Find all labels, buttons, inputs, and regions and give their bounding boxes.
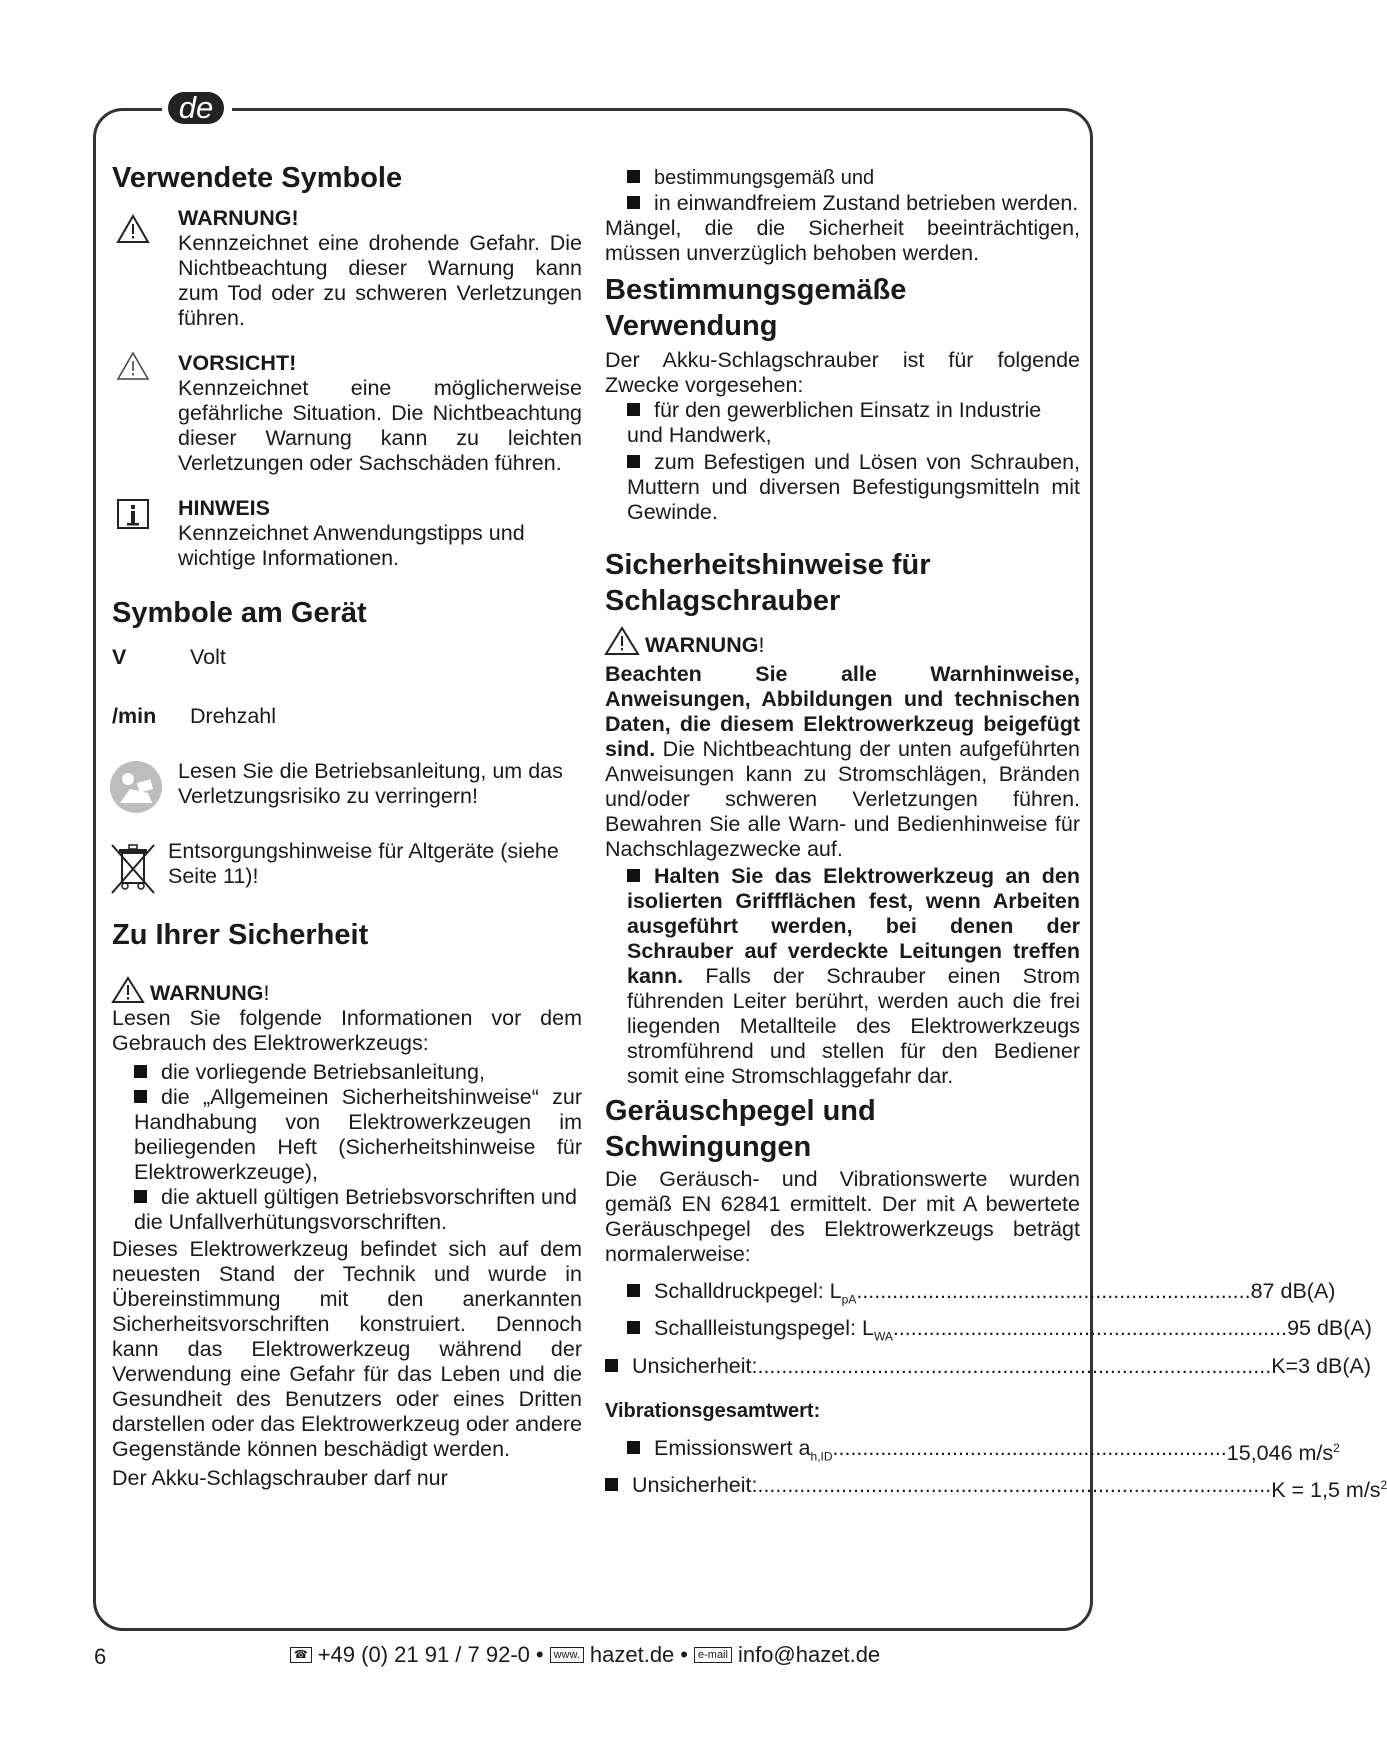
heading-intended-use: Bestimmungsgemäße Verwendung xyxy=(605,274,907,342)
v1-label: Emissionswert a xyxy=(654,1435,811,1460)
dots: ...................................................................................... xyxy=(757,1353,1272,1378)
use-bullets xyxy=(605,166,1080,216)
n3-value: K=3 dB(A) xyxy=(1271,1353,1371,1378)
left-column xyxy=(112,160,582,1491)
list-item xyxy=(627,864,1080,1089)
language-badge xyxy=(162,90,232,128)
only-text: Der Akku-Schlagschrauber darf nur xyxy=(112,1466,448,1490)
hold-rest: Falls der Schrauber einen Strom führenden Leiter berührt, werden auch die frei liegenden Metallteile des Elektrowerkzeugs stromführend und stellen für den Bediener somit eine Stromschlaggefahr dar. xyxy=(627,964,1080,1088)
phone-icon: ☎ xyxy=(290,1647,312,1663)
warning2-mark: ! xyxy=(758,633,765,657)
hold-bold: Halten Sie das Elektrowerkzeug an den isolierten Griffflächen fest, wenn Arbeiten ausgeführt werden, bei denen der Schrauber auf verdeckte Leitungen treffen kann. xyxy=(627,864,1080,988)
safety-warning-icon xyxy=(112,977,144,1003)
bullet-text-1: die vorliegende Betriebsanleitung, xyxy=(161,1060,485,1084)
safety-warning-label: WARNUNG xyxy=(150,981,264,1005)
intended-text: Der Akku-Schlagschrauber ist für folgende Zwecke vorgesehen: xyxy=(605,348,1080,397)
bullet-text-3: die aktuell gültigen Betriebsvorschriften und die Unfallverhütungsvorschriften. xyxy=(134,1185,577,1234)
intended-bullets xyxy=(605,398,1080,525)
observe-paragraph xyxy=(605,662,1080,862)
vibration-values xyxy=(605,1435,1340,1469)
footer-contact xyxy=(290,1642,880,1668)
web-icon: www. xyxy=(550,1647,584,1663)
heading-safety: Zu Ihrer Sicherheit xyxy=(112,919,369,951)
observe-rest: Die Nichtbeachtung der unten aufgeführten Anweisungen kann zu Stromschlägen, Bränden und/oder schweren Verletzungen führen. Bewahren Sie alle Warn- und Bedienhinweise für Nachschlagezwecke auf. xyxy=(605,737,1080,861)
warning-block xyxy=(112,206,582,331)
footer-separator: • xyxy=(680,1642,688,1667)
intended-bullet-1: für den gewerblichen Einsatz in Industrie und Handwerk, xyxy=(627,398,1042,447)
state-of-art-text: Dieses Elektrowerkzeug befindet sich auf dem neuesten Stand der Technik und wurde in Übereinstimmung mit den anerkannten Sicherheitsvorschriften konstruiert. Dennoch kann das Elektrowerkzeug während der Verwendung eine Gefahr für das Leben und die Gesundheit des Benutzers oder eines Dritten darstellen oder das Elektrowerkzeug oder andere Gegenstände können beschädigt werden. xyxy=(112,1237,582,1461)
noise-text: Die Geräusch- und Vibrationswerte wurden gemäß EN 62841 ermittelt. Der mit A bewertete Geräuschpegel des Elektrowerkzeugs beträgt normalerweise: xyxy=(605,1167,1080,1266)
list-item xyxy=(134,1085,582,1185)
right-column xyxy=(605,166,1387,1503)
page-number: 6 xyxy=(94,1644,107,1669)
symbol-val-volt: Volt xyxy=(190,645,226,669)
use-bullet-2: in einwandfreiem Zustand betrieben werden. xyxy=(654,191,1079,215)
hold-bullet xyxy=(605,864,1080,1089)
list-item xyxy=(627,166,1080,191)
caution-block xyxy=(112,351,582,476)
n2-sub: WA xyxy=(873,1329,893,1344)
use-bullet-1: bestimmungsgemäß und xyxy=(654,167,875,189)
n2-label: Schallleistungspegel: L xyxy=(654,1316,874,1341)
footer-website[interactable]: hazet.de xyxy=(589,1642,675,1667)
email-icon: e-mail xyxy=(694,1647,732,1663)
heading-device-symbols: Symbole am Gerät xyxy=(112,597,367,629)
heading-safety-impact: Sicherheitshinweise für Schlagschrauber xyxy=(605,549,931,617)
safety-warning-title xyxy=(112,977,582,1006)
n1-label: Schalldruckpegel: L xyxy=(654,1279,842,1303)
v1-value: 15,046 m/s xyxy=(1226,1440,1334,1465)
dots: ...................................................................................... xyxy=(757,1472,1272,1497)
noise-row-power xyxy=(627,1316,1372,1349)
note-text: Kennzeichnet Anwendungstipps und wichtige Informationen. xyxy=(178,521,525,570)
warning2-title xyxy=(605,627,1080,658)
intended-bullet-2: zum Befestigen und Lösen von Schrauben, Muttern und diversen Befestigungsmitteln mit Gewinde. xyxy=(627,450,1080,524)
v2-label: Unsicherheit: xyxy=(632,1472,758,1497)
disposal-block xyxy=(112,839,582,889)
list-item xyxy=(627,398,1080,448)
noise-row-uncertainty xyxy=(605,1353,1371,1379)
read-manual-text: Lesen Sie die Betriebsanleitung, um das Verletzungsrisiko zu verringern! xyxy=(178,759,563,808)
symbol-key-min: /min xyxy=(112,704,157,728)
footer-separator: • xyxy=(535,1642,544,1667)
warning-title: WARNUNG! xyxy=(178,206,299,230)
n1-value: 87 dB(A) xyxy=(1250,1279,1336,1303)
caution-title: VORSICHT! xyxy=(178,351,297,375)
footer-email[interactable]: info@hazet.de xyxy=(737,1642,881,1667)
caution-triangle-icon xyxy=(116,351,150,381)
read-manual-block xyxy=(112,759,582,809)
vib-row-uncertainty xyxy=(605,1472,1387,1503)
safety-bullets xyxy=(112,1060,582,1235)
warning-triangle-icon xyxy=(116,214,150,244)
caution-text: Kennzeichnet eine möglicherweise gefährliche Situation. Die Nichtbeachtung dieser Warnung kann zu leichten Verletzungen oder Sachschäden führen. xyxy=(178,376,582,475)
observe-bold: Beachten Sie alle Warnhinweise, Anweisungen, Abbildungen und technischen Daten, die diesem Elektrowerkzeug beigefügt sind. xyxy=(605,662,1080,761)
list-item xyxy=(627,450,1080,525)
vib-row-emission xyxy=(627,1435,1340,1469)
symbol-row-speed xyxy=(112,704,582,729)
symbol-key-v: V xyxy=(112,645,127,669)
v1-sub: h,ID xyxy=(810,1448,833,1463)
defects-text: Mängel, die die Sicherheit beeinträchtigen, müssen unverzüglich behoben werden. xyxy=(605,216,1080,265)
bullet-text-2: die „Allgemeinen Sicherheitshinweise“ zur Handhabung von Elektrowerkzeugen im beiliegenden Heft (Sicherheitshinweise für Elektrowerkzeuge), xyxy=(134,1085,582,1184)
v2-value: K = 1,5 m/s xyxy=(1271,1478,1381,1503)
disposal-bin-icon xyxy=(108,839,158,895)
dots: .................................................................. xyxy=(856,1279,1251,1303)
note-title: HINWEIS xyxy=(178,496,270,520)
noise-row-pressure xyxy=(627,1279,1336,1312)
footer-phone: +49 (0) 21 91 / 7 92-0 xyxy=(317,1642,530,1667)
n2-value: 95 dB(A) xyxy=(1287,1316,1372,1341)
v1-sup: 2 xyxy=(1333,1440,1340,1455)
read-manual-icon xyxy=(108,759,164,815)
disposal-text: Entsorgungshinweise für Altgeräte (siehe Seite 11)! xyxy=(168,839,559,888)
symbol-val-speed: Drehzahl xyxy=(190,704,277,728)
n3-label: Unsicherheit: xyxy=(632,1353,758,1378)
list-item xyxy=(627,191,1080,216)
heading-symbols: Verwendete Symbole xyxy=(112,162,403,194)
n1-sub: pA xyxy=(841,1292,857,1307)
note-block xyxy=(112,496,582,571)
vibration-heading: Vibrationsgesamtwert: xyxy=(605,1399,821,1422)
language-label: de xyxy=(168,92,224,124)
warning2-label: WARNUNG xyxy=(645,633,759,657)
dots: .................................................................. xyxy=(832,1435,1227,1460)
dots: .................................................................. xyxy=(892,1316,1288,1341)
warning2-icon xyxy=(605,627,639,655)
list-item xyxy=(134,1060,582,1085)
safety-warning-mark: ! xyxy=(263,981,270,1005)
info-icon xyxy=(116,498,150,530)
warning-text: Kennzeichnet eine drohende Gefahr. Die Nichtbeachtung dieser Warnung kann zum Tod oder zu schweren Verletzungen führen. xyxy=(178,231,582,330)
safety-intro: Lesen Sie folgende Informationen vor dem Gebrauch des Elektrowerkzeugs: xyxy=(112,1006,582,1055)
symbol-row-volt xyxy=(112,645,582,670)
list-item xyxy=(134,1185,582,1235)
heading-noise: Geräuschpegel und Schwingungen xyxy=(605,1095,876,1163)
noise-values xyxy=(605,1279,1372,1350)
v2-sup: 2 xyxy=(1380,1477,1387,1492)
